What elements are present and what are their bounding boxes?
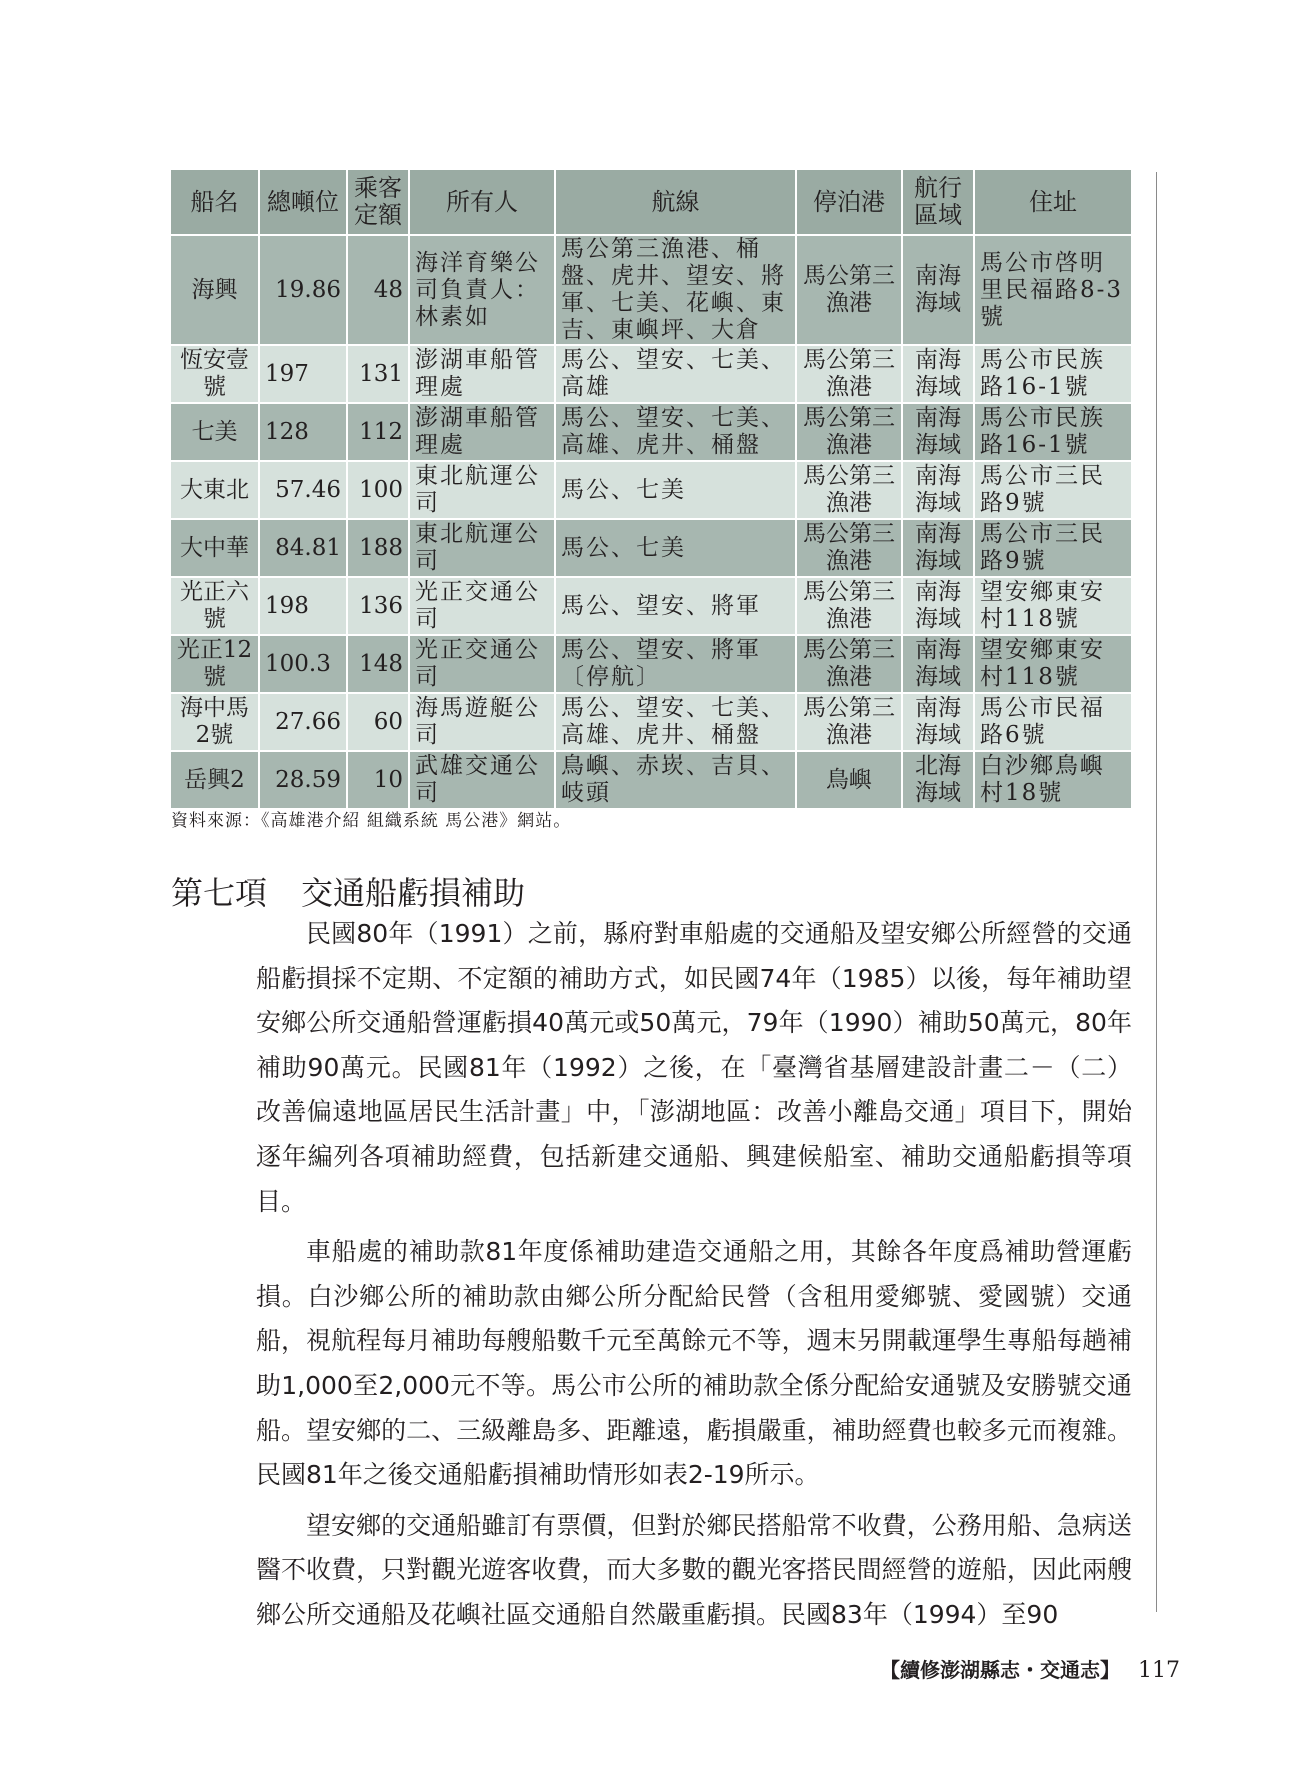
cell-capacity: 136	[347, 577, 409, 635]
cell-tonnage: 28.59	[259, 751, 347, 809]
cell-route: 馬公、望安、將軍〔停航〕	[555, 635, 796, 693]
table-row	[171, 345, 1131, 403]
cell-owner: 東北航運公司	[409, 461, 555, 519]
cell-port: 馬公第三漁港	[796, 345, 902, 403]
cell-area: 南海海域	[902, 403, 974, 461]
cell-tonnage: 197	[259, 345, 347, 403]
cell-tonnage: 27.66	[259, 693, 347, 751]
table-row	[171, 693, 1131, 751]
cell-ship-name: 岳興2	[171, 751, 259, 809]
cell-port: 馬公第三漁港	[796, 635, 902, 693]
table-row	[171, 461, 1131, 519]
cell-port: 馬公第三漁港	[796, 519, 902, 577]
cell-capacity: 100	[347, 461, 409, 519]
cell-route: 馬公、望安、七美、高雄、虎井、桶盤	[555, 693, 796, 751]
paragraph: 民國80年（1991）之前，縣府對車船處的交通船及望安鄉公所經營的交通船虧損採不定期、不定額的補助方式，如民國74年（1985）以後，每年補助望安鄉公所交通船營運虧損40萬元或50萬元，79年（1990）補助50萬元，80年補助90萬元。民國81年（1992）之後，在「臺灣省基層建設計畫二－（二）改善偏遠地區居民生活計畫」中，「澎湖地區：改善小離島交通」項目下，開始逐年編列各項補助經費，包括新建交通船、興建候船室、補助交通船虧損等項目。	[256, 919, 1132, 1216]
table-row	[171, 577, 1131, 635]
table-row	[171, 403, 1131, 461]
cell-route: 馬公、望安、七美、高雄、虎井、桶盤	[555, 403, 796, 461]
body-text	[256, 912, 1132, 1644]
section-title: 交通船虧損補助	[301, 874, 526, 912]
cell-capacity: 188	[347, 519, 409, 577]
table-row	[171, 635, 1131, 693]
cell-address: 馬公市三民路9號	[974, 461, 1131, 519]
cell-capacity: 112	[347, 403, 409, 461]
cell-owner: 海洋育樂公司負責人：林素如	[409, 235, 555, 345]
header-address: 住址	[974, 170, 1131, 235]
paragraph: 望安鄉的交通船雖訂有票價，但對於鄉民搭船常不收費，公務用船、急病送醫不收費，只對觀光遊客收費，而大多數的觀光客搭民間經營的遊船，因此兩艘鄉公所交通船及花嶼社區交通船自然嚴重虧損。民國83年（1994）至90	[256, 1510, 1132, 1629]
cell-capacity: 148	[347, 635, 409, 693]
cell-area: 南海海域	[902, 635, 974, 693]
section-number: 第七項	[171, 874, 268, 912]
cell-ship-name: 大中華	[171, 519, 259, 577]
cell-ship-name: 七美	[171, 403, 259, 461]
cell-owner: 武雄交通公司	[409, 751, 555, 809]
cell-address: 白沙鄉鳥嶼村18號	[974, 751, 1131, 809]
table-source-note: 資料來源：《高雄港介紹 組織系統 馬公港》網站。	[171, 811, 572, 831]
header-port: 停泊港	[796, 170, 902, 235]
cell-owner: 海馬遊艇公司	[409, 693, 555, 751]
cell-address: 馬公市民族路16-1號	[974, 345, 1131, 403]
cell-tonnage: 100.3	[259, 635, 347, 693]
cell-area: 南海海域	[902, 519, 974, 577]
table-header-row	[171, 170, 1131, 235]
cell-owner: 澎湖車船管理處	[409, 345, 555, 403]
cell-area: 北海海域	[902, 751, 974, 809]
header-area: 航行 區域	[902, 170, 974, 235]
header-route: 航線	[555, 170, 796, 235]
cell-area: 南海海域	[902, 693, 974, 751]
table-row	[171, 235, 1131, 345]
cell-tonnage: 57.46	[259, 461, 347, 519]
cell-address: 馬公市民族路16-1號	[974, 403, 1131, 461]
cell-capacity: 60	[347, 693, 409, 751]
cell-capacity: 10	[347, 751, 409, 809]
cell-route: 馬公、七美	[555, 461, 796, 519]
cell-area: 南海海域	[902, 345, 974, 403]
table-row	[171, 519, 1131, 577]
cell-route: 馬公第三漁港、桶盤、虎井、望安、將軍、七美、花嶼、東吉、東嶼坪、大倉	[555, 235, 796, 345]
cell-owner: 東北航運公司	[409, 519, 555, 577]
cell-ship-name: 光正12號	[171, 635, 259, 693]
cell-owner: 光正交通公司	[409, 635, 555, 693]
paragraph: 車船處的補助款81年度係補助建造交通船之用，其餘各年度爲補助營運虧損。白沙鄉公所的補助款由鄉公所分配給民營（含租用愛鄉號、愛國號）交通船，視航程每月補助每艘船數千元至萬餘元不等，週末另開載運學生專船每趟補助1,000至2,000元不等。馬公市公所的補助款全係分配給安通號及安勝號交通船。望安鄉的二、三級離島多、距離遠，虧損嚴重，補助經費也較多元而複雜。民國81年之後交通船虧損補助情形如表2-19所示。	[256, 1237, 1132, 1490]
cell-port: 馬公第三漁港	[796, 403, 902, 461]
cell-owner: 光正交通公司	[409, 577, 555, 635]
cell-owner: 澎湖車船管理處	[409, 403, 555, 461]
header-ship-name: 船名	[171, 170, 259, 235]
cell-port: 馬公第三漁港	[796, 461, 902, 519]
page-number: 117	[1138, 1658, 1180, 1683]
cell-port: 馬公第三漁港	[796, 235, 902, 345]
cell-capacity: 131	[347, 345, 409, 403]
cell-tonnage: 198	[259, 577, 347, 635]
cell-route: 鳥嶼、赤崁、吉貝、岐頭	[555, 751, 796, 809]
cell-address: 望安鄉東安村118號	[974, 635, 1131, 693]
cell-port: 鳥嶼	[796, 751, 902, 809]
header-tonnage: 總噸位	[259, 170, 347, 235]
cell-ship-name: 海中馬2號	[171, 693, 259, 751]
right-margin-rule	[1156, 172, 1157, 1612]
cell-address: 馬公市三民路9號	[974, 519, 1131, 577]
cell-address: 馬公市民福路6號	[974, 693, 1131, 751]
cell-route: 馬公、望安、七美、高雄	[555, 345, 796, 403]
cell-capacity: 48	[347, 235, 409, 345]
cell-route: 馬公、七美	[555, 519, 796, 577]
book-title: 【續修澎湖縣志・交通志】	[880, 1658, 1120, 1682]
cell-ship-name: 大東北	[171, 461, 259, 519]
cell-ship-name: 海興	[171, 235, 259, 345]
cell-route: 馬公、望安、將軍	[555, 577, 796, 635]
cell-address: 望安鄉東安村118號	[974, 577, 1131, 635]
cell-tonnage: 128	[259, 403, 347, 461]
cell-tonnage: 84.81	[259, 519, 347, 577]
cell-area: 南海海域	[902, 235, 974, 345]
cell-ship-name: 光正六號	[171, 577, 259, 635]
cell-ship-name: 恆安壹號	[171, 345, 259, 403]
page-footer	[880, 1654, 1180, 1683]
cell-area: 南海海域	[902, 577, 974, 635]
cell-address: 馬公市啓明里民福路8-3號	[974, 235, 1131, 345]
table-row	[171, 751, 1131, 809]
cell-port: 馬公第三漁港	[796, 693, 902, 751]
cell-port: 馬公第三漁港	[796, 577, 902, 635]
header-capacity: 乘客 定額	[347, 170, 409, 235]
section-heading	[171, 868, 525, 914]
cell-area: 南海海域	[902, 461, 974, 519]
header-owner: 所有人	[409, 170, 555, 235]
cell-tonnage: 19.86	[259, 235, 347, 345]
ship-table	[171, 170, 1131, 810]
